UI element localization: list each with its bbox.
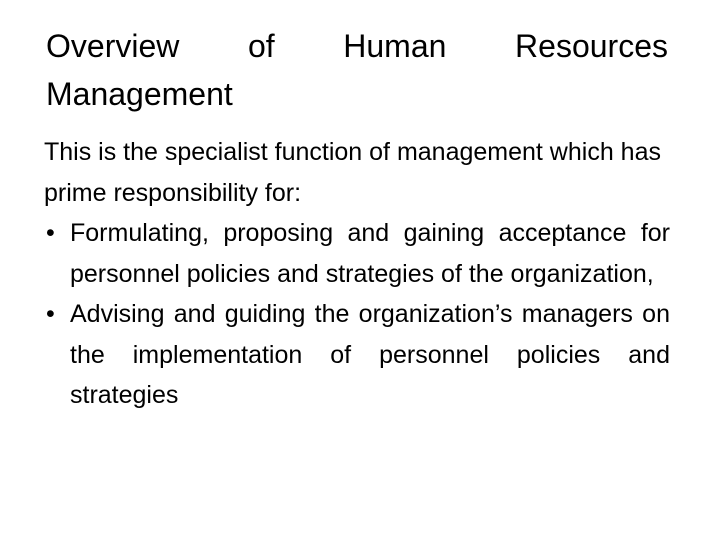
bullet-item: [44, 294, 670, 416]
bullet-text: Advising and guiding the organization’s managers on the implementation of personnel policies and strategies: [70, 300, 670, 409]
bullet-dot-icon: •: [46, 300, 55, 328]
bullet-item: [44, 213, 670, 294]
slide-title: Overview of Human Resources Management: [46, 28, 668, 112]
bullet-text: Formulating, proposing and gaining acceptance for personnel policies and strategies of the organization,: [70, 219, 670, 288]
intro-paragraph: This is the specialist function of management which has prime responsibility for:: [44, 138, 661, 207]
bullet-dot-icon: •: [46, 219, 55, 247]
slide-body: [44, 132, 670, 416]
bullet-list: [44, 213, 670, 416]
